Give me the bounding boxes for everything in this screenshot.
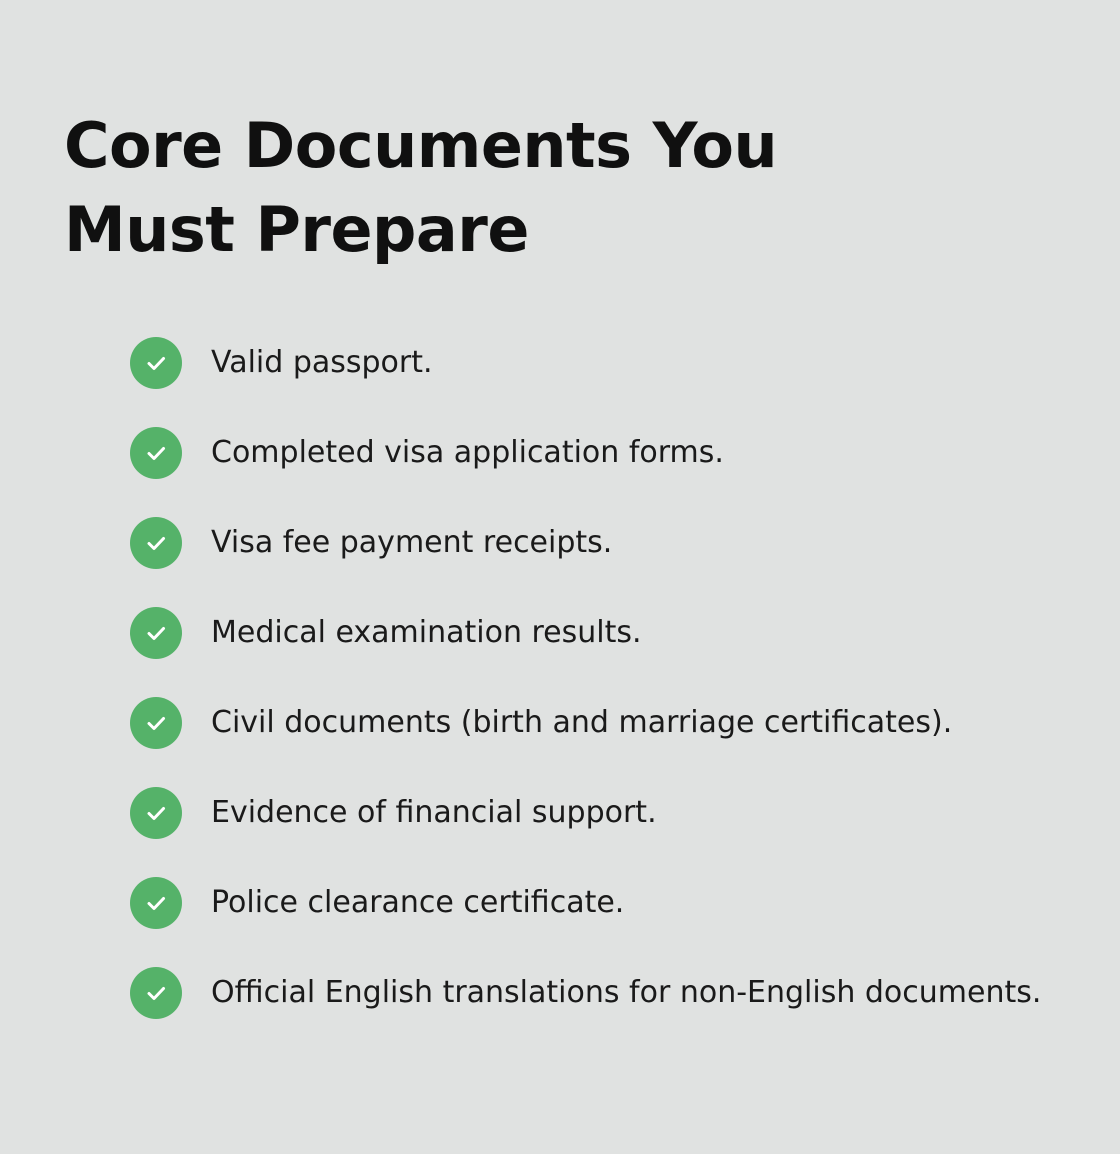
list-item-label: Valid passport. xyxy=(211,345,433,381)
check-circle-icon xyxy=(130,607,182,659)
list-item xyxy=(130,337,1056,389)
check-circle-icon xyxy=(130,877,182,929)
list-item-label: Police clearance certificate. xyxy=(211,885,625,921)
check-circle-icon xyxy=(130,697,182,749)
check-circle-icon xyxy=(130,517,182,569)
check-circle-icon xyxy=(130,787,182,839)
list-item xyxy=(130,787,1056,839)
list-item-label: Evidence of financial support. xyxy=(211,795,657,831)
list-item xyxy=(130,517,1056,569)
list-item xyxy=(130,697,1056,749)
list-item-label: Visa fee payment receipts. xyxy=(211,525,613,561)
list-item xyxy=(130,607,1056,659)
list-item-label: Civil documents (birth and marriage certificates). xyxy=(211,705,953,741)
list-item-label: Medical examination results. xyxy=(211,615,642,651)
list-item xyxy=(130,967,1056,1019)
list-item xyxy=(130,427,1056,479)
page-title: Core Documents You Must Prepare xyxy=(64,109,778,267)
list-item xyxy=(130,877,1056,929)
core-documents-checklist xyxy=(64,337,1056,1019)
check-circle-icon xyxy=(130,427,182,479)
list-item-label: Completed visa application forms. xyxy=(211,435,724,471)
check-circle-icon xyxy=(130,967,182,1019)
list-item-label: Official English translations for non-English documents. xyxy=(211,975,1042,1011)
check-circle-icon xyxy=(130,337,182,389)
